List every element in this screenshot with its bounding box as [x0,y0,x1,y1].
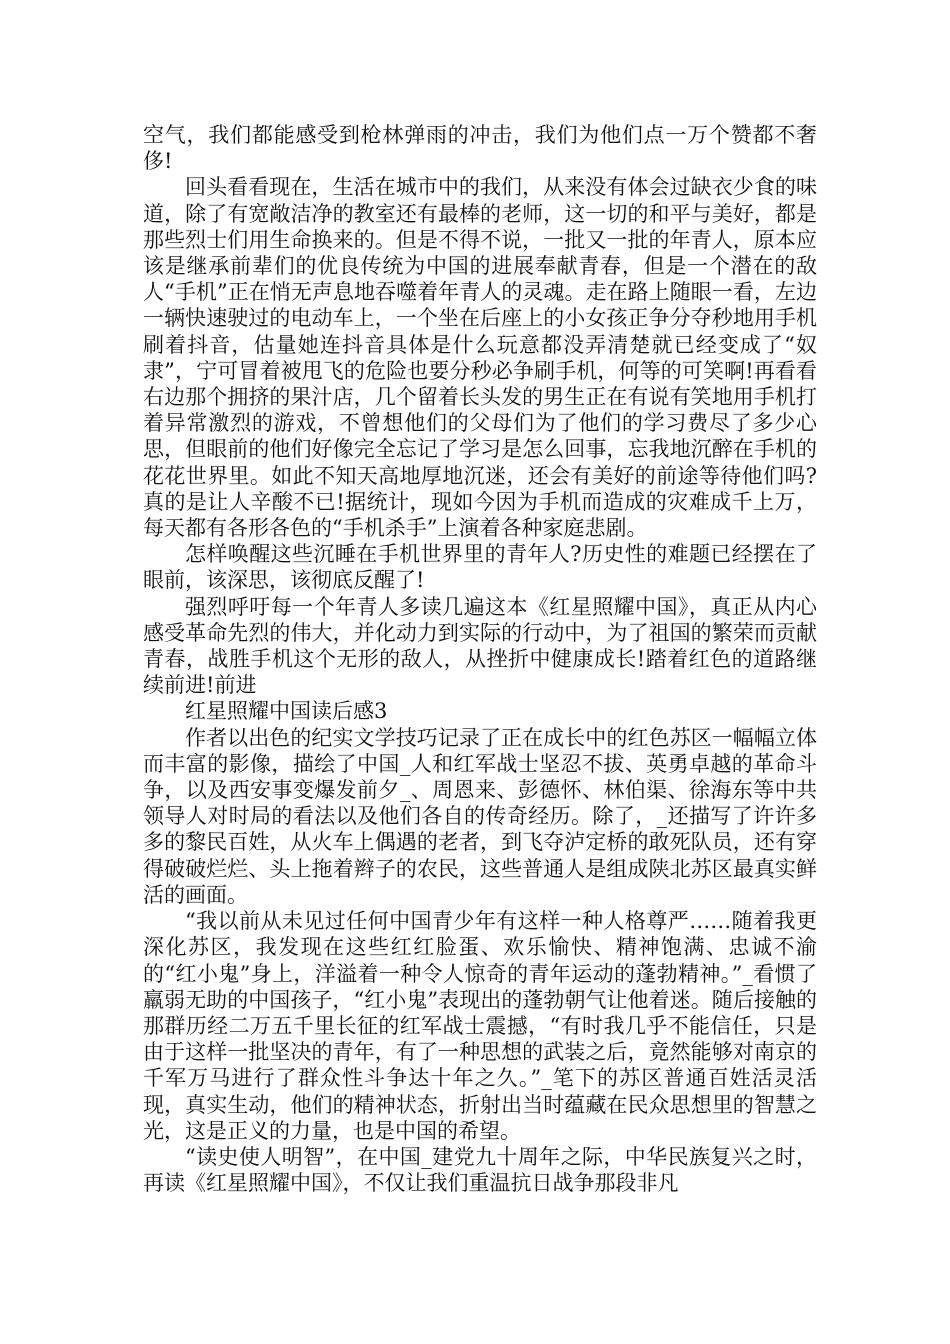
paragraph-6: “我以前从未见过任何中国青少年有这样一种人格尊严……随着我更深化苏区，我发现在这些红红脸蛋、欢乐愉快、精神饱满、忠诚不渝的“红小鬼”身上，洋溢着一种令人惊奇的青年运动的蓬勃精神。”_看惯了羸弱无助的中国孩子，“红小鬼”表现出的蓬勃朝气让他着迷。随后接触的那群历经二万五千里长征的红军战士震撼，“有时我几乎不能信任，只是由于这样一批坚决的青年，有了一种思想的武装之后，竟然能够对南京的千军万马进行了群众性斗争达十年之久。”_笔下的苏区普通百姓活灵活现，真实生动，他们的精神状态，折射出当时蕴藏在民众思想里的智慧之光，这是正义的力量，也是中国的希望。 [143,909,817,1143]
paragraph-5: 作者以出色的纪实文学技巧记录了正在成长中的红色苏区一幅幅立体而丰富的影像，描绘了中国_人和红军战士坚忍不拔、英勇卓越的革命斗争，以及西安事变爆发前夕_、周恩来、彭德怀、林伯渠、徐海东等中共领导人对时局的看法以及他们各自的传奇经历。除了，_还描写了许许多多的黎民百姓，从火车上偶遇的老者，到飞夺泸定桥的敢死队员，还有穿得破破烂烂、头上拖着辫子的农民，这些普通人是组成陕北苏区最真实鲜活的画面。 [143,725,817,907]
paragraph-7: “读史使人明智”，在中国_建党九十周年之际，中华民族复兴之时，再读《红星照耀中国》，不仅让我们重温抗日战争那段非凡 [143,1144,817,1196]
paragraph-4: 强烈呼吁每一个年青人多读几遍这本《红星照耀中国》，真正从内心感受革命先烈的伟大，并化动力到实际的行动中，为了祖国的繁荣而贡献青春，战胜手机这个无形的敌人，从挫折中健康成长!踏着红色的道路继续前进!前进 [143,594,817,698]
paragraph-2: 回头看看现在，生活在城市中的我们，从来没有体会过缺衣少食的味道，除了有宽敞洁净的教室还有最棒的老师，这一切的和平与美好，都是那些烈士们用生命换来的。但是不得不说，一批又一批的年青人，原本应该是继承前辈们的优良传统为中国的进展奉献青春，但是一个潜在的敌人“手机”正在悄无声息地吞噬着年青人的灵魂。走在路上随眼一看，左边一辆快速驶过的电动车上，一个坐在后座上的小女孩正争分夺秒地用手机刷着抖音，估量她连抖音具体是什么玩意都没弄清楚就已经变成了“奴隶”，宁可冒着被甩飞的危险也要分秒必争刷手机，何等的可笑啊!再看看右边那个拥挤的果汁店，几个留着长头发的男生正在有说有笑地用手机打着异常激烈的游戏，不曾想他们的父母们为了他们的学习费尽了多少心思，但眼前的他们好像完全忘记了学习是怎么回事，忘我地沉醉在手机的花花世界里。如此不知天高地厚地沉迷，还会有美好的前途等待他们吗?真的是让人辛酸不已!据统计，现如今因为手机而造成的灾难成千上万，每天都有各形各色的“手机杀手”上演着各种家庭悲剧。 [143,175,817,541]
document-body [143,122,817,1196]
section-heading: 红星照耀中国读后感3 [185,699,388,724]
paragraph-3: 怎样唤醒这些沉睡在手机世界里的青年人?历史性的难题已经摆在了眼前，该深思，该彻底反醒了! [143,542,817,593]
paragraph-1: 空气，我们都能感受到枪林弹雨的冲击，我们为他们点一万个赞都不奢侈! [143,123,817,174]
